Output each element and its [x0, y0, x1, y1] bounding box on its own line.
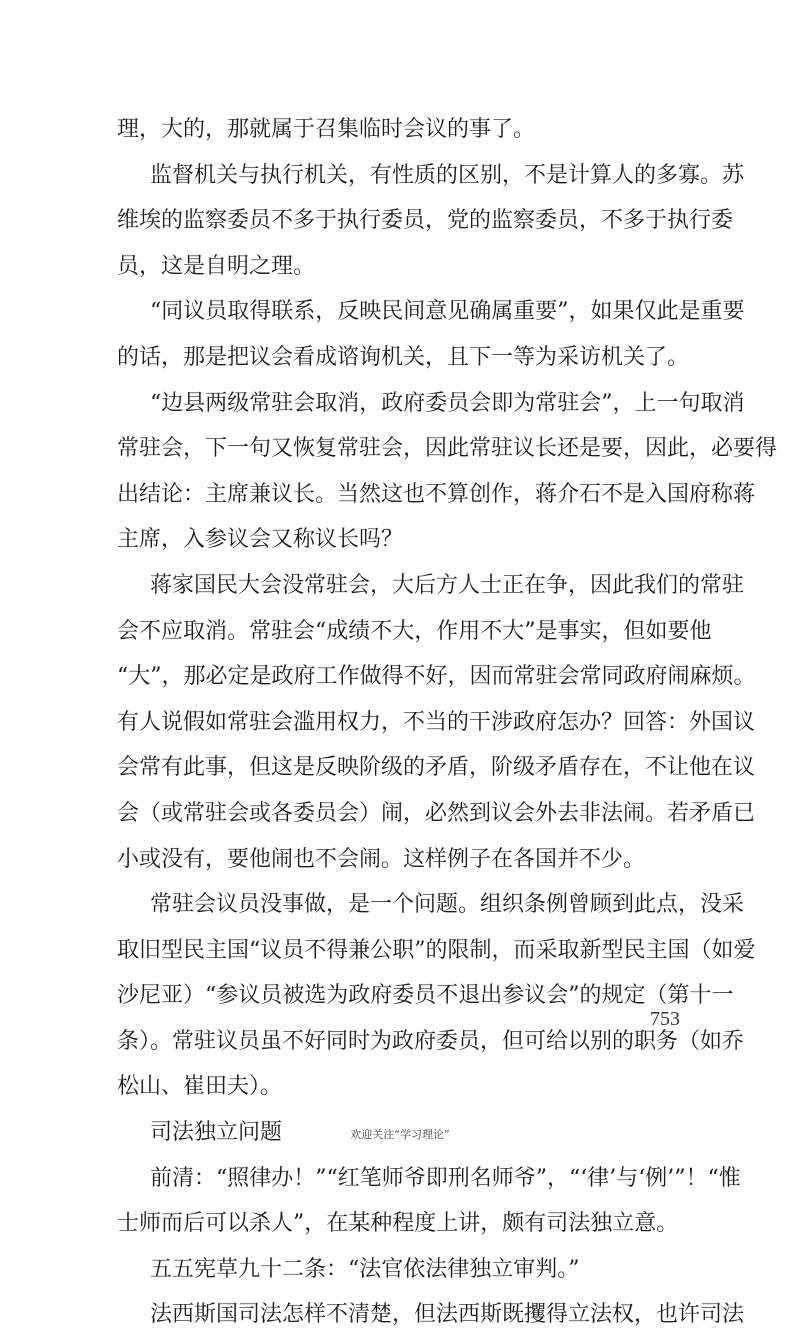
text-line: 主席，入参议会又称议长吗？ — [117, 527, 404, 553]
text-line: 的话，那是把议会看成谘询机关，且下一等为采访机关了。 — [117, 344, 690, 370]
body-text — [117, 107, 778, 1338]
paragraph-start-line: “同议员取得联系，反映民间意见确属重要”，如果仅此是重要 — [150, 299, 745, 325]
text-line: 士师而后可以杀人”，在某种程度上讲，颇有司法独立意。 — [117, 1211, 679, 1237]
paragraph-start-line: 监督机关与执行机关，有性质的区别，不是计算人的多寡。苏 — [150, 162, 745, 188]
page-number: 753 — [650, 1008, 680, 1030]
text-line: 会（或常驻会或各委员会）闹，必然到议会外去非法闹。若矛盾已 — [117, 800, 756, 826]
text-line: 条）。常驻议员虽不好同时为政府委员，但可给以别的职务（如乔 — [117, 1028, 745, 1054]
paragraph-start-line: 常驻会议员没事做，是一个问题。组织条例曾顾到此点，没采 — [150, 892, 745, 918]
text-line: 员，这是自明之理。 — [117, 253, 316, 279]
text-line: 会常有此事，但这是反映阶级的矛盾，阶级矛盾存在，不让他在议 — [117, 755, 756, 781]
paragraph-start-line: 五五宪草九十二条：“法官依法律独立审判。” — [150, 1256, 580, 1282]
text-line: 沙尼亚）“参议员被选为政府委员不退出参议会”的规定（第十一 — [117, 983, 734, 1009]
text-line: 理，大的，那就属于召集临时会议的事了。 — [117, 117, 536, 142]
text-line: 松山、崔田夫）。 — [117, 1074, 283, 1100]
paragraph-start-line: 前清：“照律办！”“红笔师爷即刑名师爷”，“‘律’与‘例’”！“惟 — [150, 1165, 741, 1191]
text-line: 小或没有，要他闹也不会闹。这样例子在各国并不少。 — [117, 846, 646, 872]
text-line: 常驻会，下一句又恢复常驻会，因此常驻议长还是要，因此，必要得 — [117, 436, 778, 462]
footer-watermark-text: 欢迎关注“学习理论” — [350, 1128, 450, 1141]
paragraph-start-line: “边县两级常驻会取消，政府委员会即为常驻会”，上一句取消 — [150, 390, 745, 416]
text-line: 出结论：主席兼议长。当然这也不算创作，蒋介石不是入国府称蒋 — [117, 481, 756, 507]
text-line: 有人说假如常驻会滥用权力，不当的干涉政府怎办？回答：外国议 — [117, 709, 756, 735]
text-line: 取旧型民主国“议员不得兼公职”的限制，而采取新型民主国（如爱 — [117, 937, 756, 963]
paragraph-start-line: 蒋家国民大会没常驻会，大后方人士正在争，因此我们的常驻 — [150, 572, 745, 598]
paragraph-start-line: 法西斯国司法怎样不清楚，但法西斯既攫得立法权，也许司法 — [150, 1302, 745, 1328]
section-heading: 司法独立问题 — [150, 1120, 283, 1146]
text-line: 会不应取消。常驻会“成绩不大，作用不大”是事实，但如要他 — [117, 618, 712, 644]
text-line: “大”，那必定是政府工作做得不好，因而常驻会常同政府闹麻烦。 — [117, 664, 756, 690]
text-line: 维埃的监察委员不多于执行委员，党的监察委员，不多于执行委 — [117, 208, 734, 234]
